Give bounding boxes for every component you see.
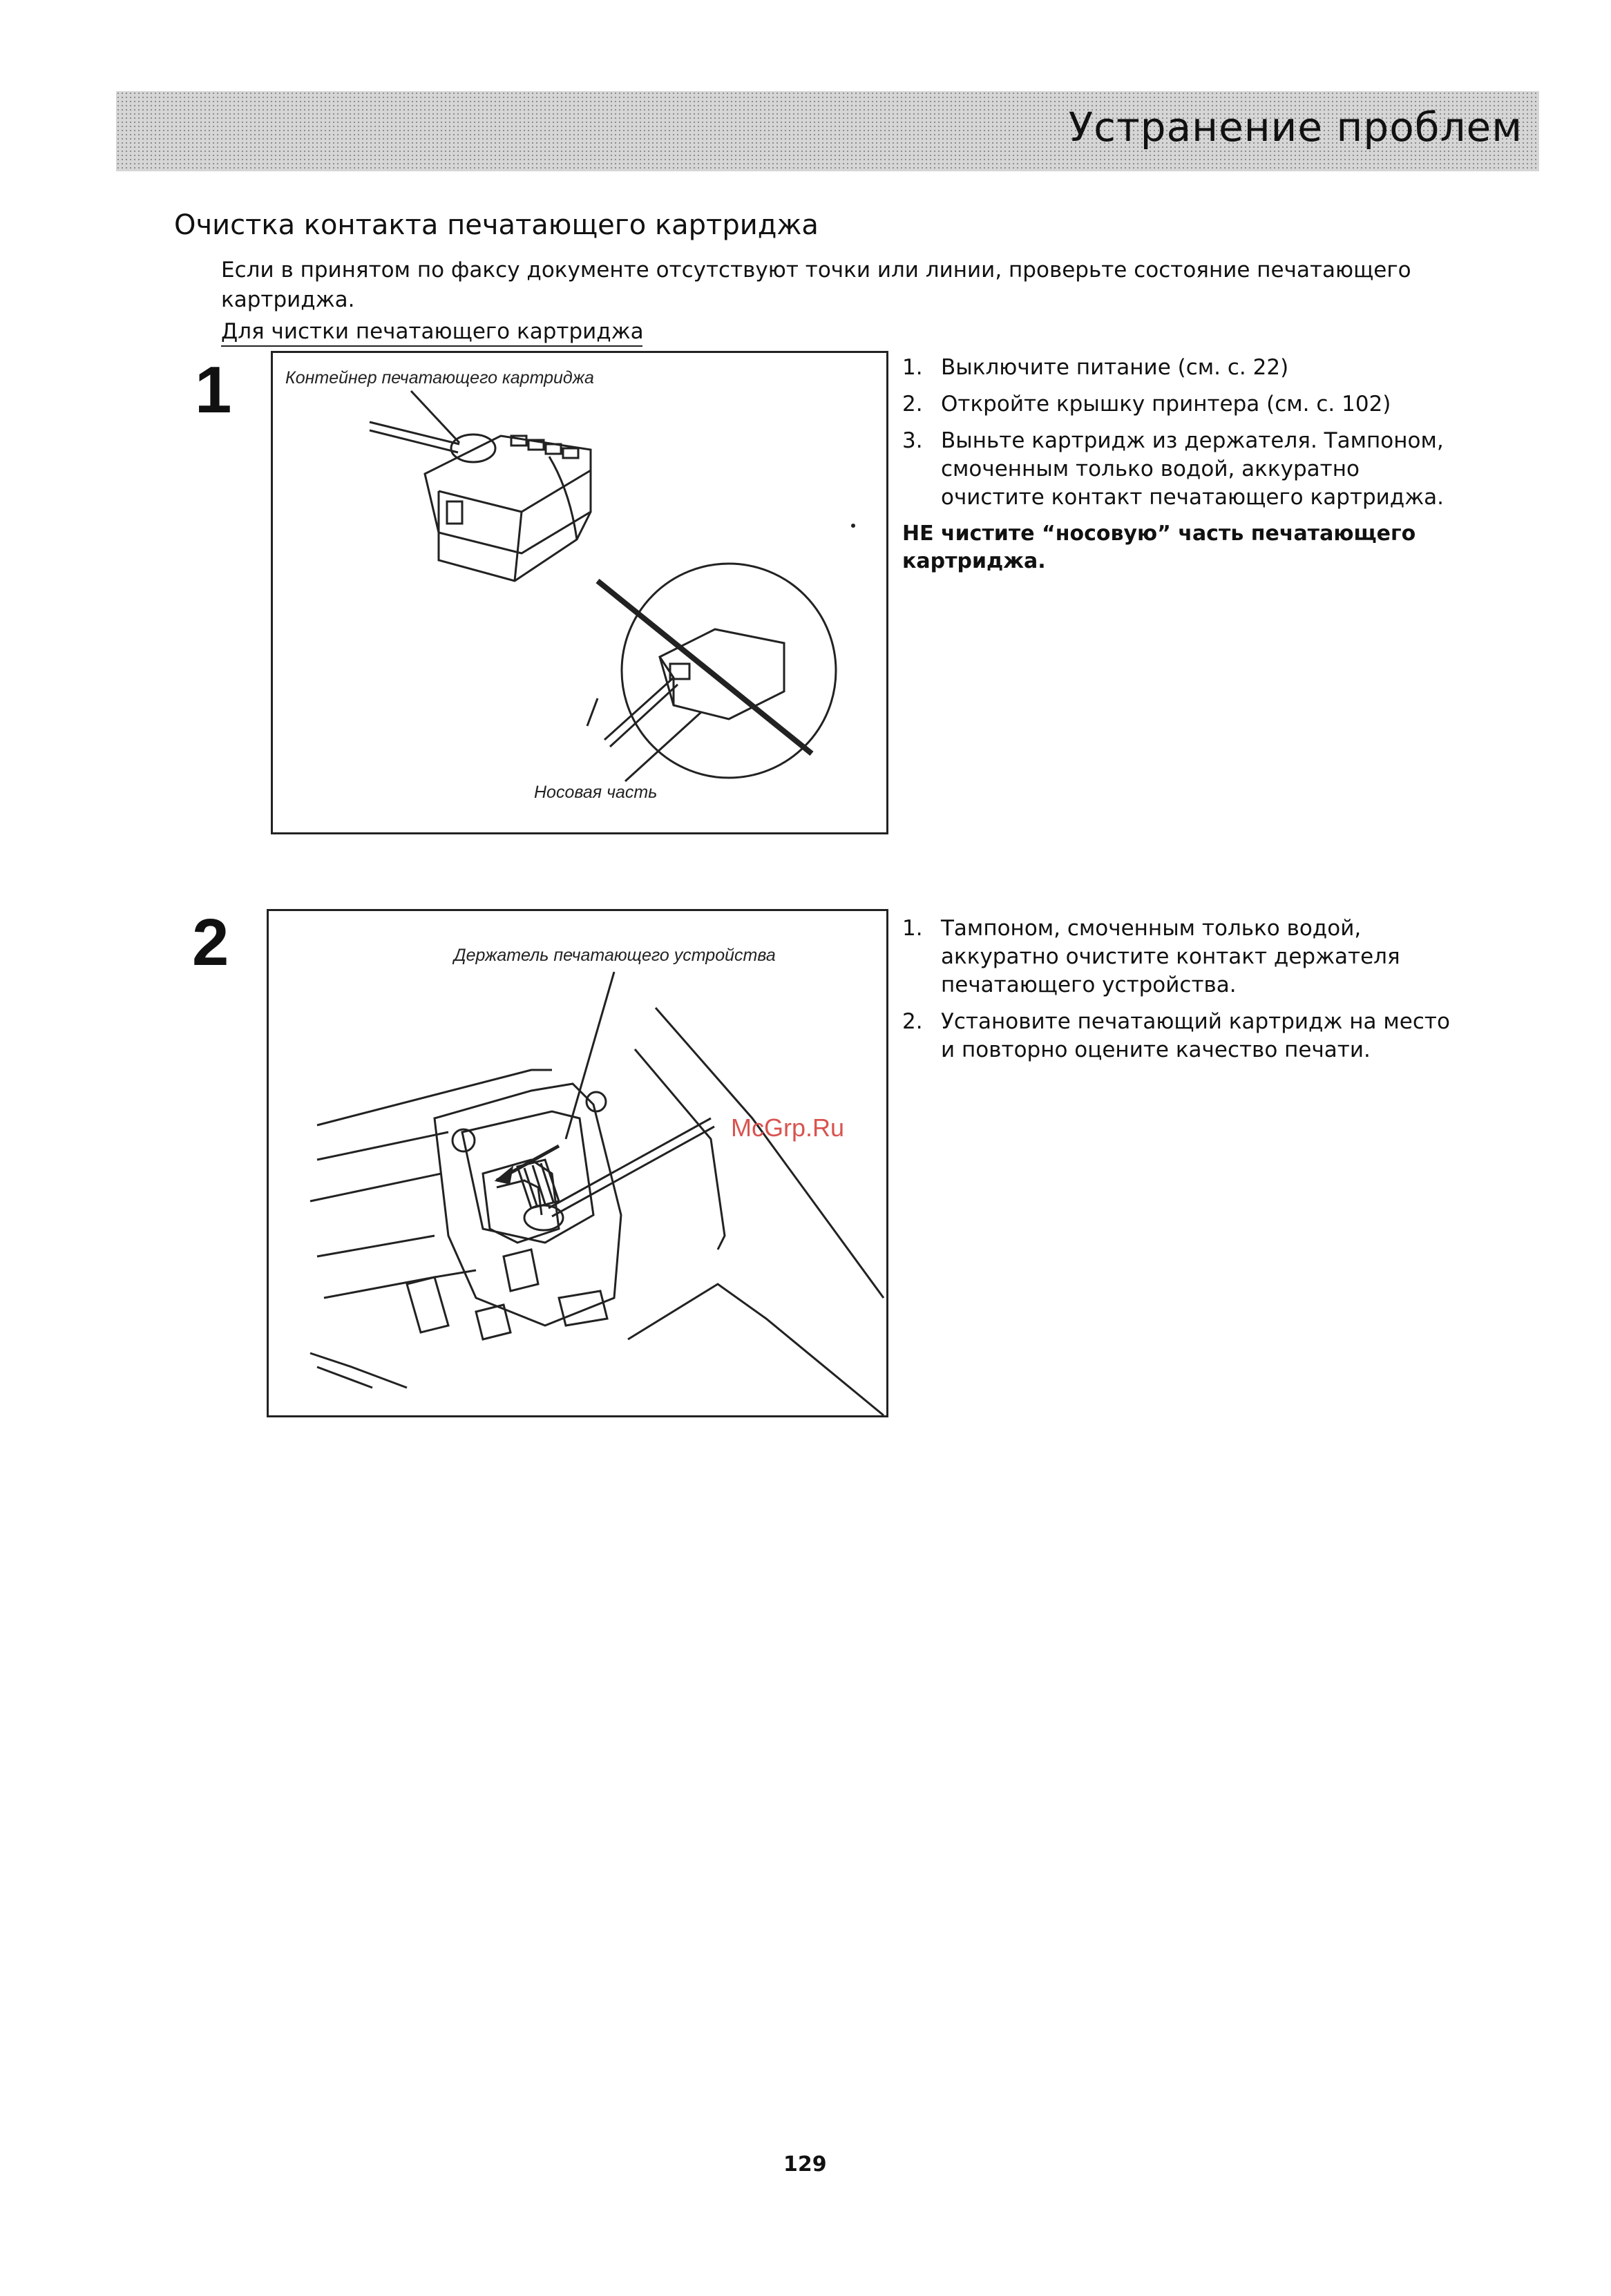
procedure-subheading: Для чистки печатающего картриджа <box>221 319 644 344</box>
header-band <box>116 91 1539 171</box>
cartridge-illustration <box>273 353 886 832</box>
watermark: McGrp.Ru <box>731 1113 845 1142</box>
intro-paragraph: Если в принятом по факсу документе отсутствуют точки или линии, проверьте состояние печатающего картриджа. <box>221 258 1411 312</box>
figure-label-nose-part: Носовая часть <box>534 783 658 802</box>
step-2-instructions <box>902 915 1469 1073</box>
page-number: 129 <box>783 2152 827 2177</box>
step-1-instructions <box>902 354 1469 575</box>
figure-label-cartridge-container: Контейнер печатающего картриджа <box>285 368 594 388</box>
page-header-title: Устранение проблем <box>1068 104 1523 151</box>
subheading-rule <box>221 345 642 347</box>
step-number-1: 1 <box>195 353 232 427</box>
step-2-item-1: 1. Тампоном, смоченным только водой, аккуратно очистите контакт держателя печатающего устройства. <box>902 916 1400 997</box>
figure-holder <box>267 909 888 1417</box>
figure-label-printer-holder: Держатель печатающего устройства <box>454 946 776 965</box>
holder-illustration <box>269 911 886 1415</box>
section-title: Очистка контакта печатающего картриджа <box>174 209 819 241</box>
step-1-item-3: 3. Выньте картридж из держателя. Тампоном, смоченным только водой, аккуратно очистите контакт печатающего картриджа. <box>902 428 1444 510</box>
step-1-item-1: 1. Выключите питание (см. с. 22) <box>902 355 1289 380</box>
step-2-item-2: 2. Установите печатающий картридж на место и повторно оцените качество печати. <box>902 1009 1450 1062</box>
step-1-warning: НЕ чистите “носовую” часть печатающего картриджа. <box>902 522 1416 573</box>
step-number-2: 2 <box>192 906 229 979</box>
figure-cartridge <box>271 351 888 834</box>
step-1-item-2: 2. Откройте крышку принтера (см. с. 102) <box>902 392 1391 417</box>
